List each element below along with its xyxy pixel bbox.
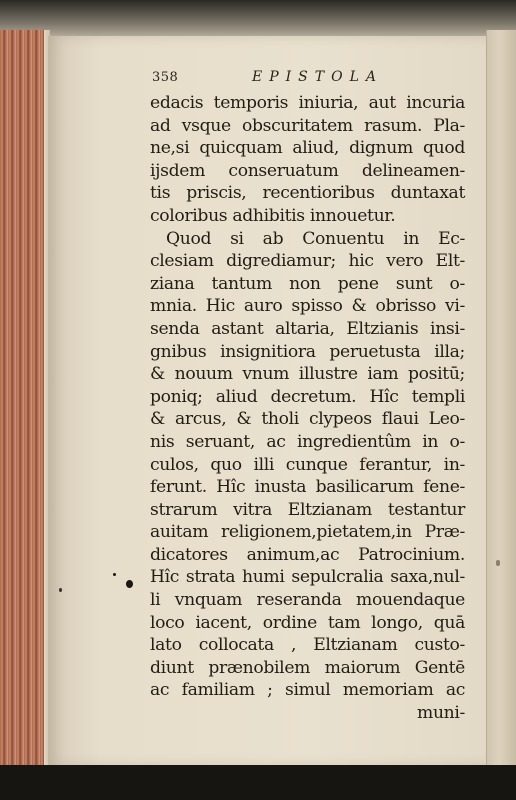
text-line: coloribus adhibitis innouetur. xyxy=(150,205,396,226)
text-line: tis priscis, recentioribus duntaxat xyxy=(150,183,465,204)
text-line: lato collocata , Eltzianam custo- xyxy=(150,635,465,656)
ink-spot xyxy=(113,573,116,576)
text-line: auitam religionem,pietatem,in Præ- xyxy=(150,522,465,543)
catchword: muni- xyxy=(417,703,465,724)
text-line: strarum vitra Eltzianam testantur xyxy=(150,499,465,520)
text-line: ziana tantum non pene sunt o- xyxy=(150,273,465,294)
text-line: edacis temporis iniuria, aut incuria xyxy=(150,93,465,113)
text-line: ad vsque obscuritatem rasum. Pla- xyxy=(150,115,465,136)
running-head xyxy=(152,70,462,90)
text-line: mnia. Hic auro spisso & obrisso vi- xyxy=(150,296,465,317)
page-mark xyxy=(496,560,500,566)
body-text xyxy=(150,92,465,725)
text-line: nis seruant, ac ingredientûm in o- xyxy=(150,431,465,452)
text-line: clesiam digrediamur; hic vero Elt- xyxy=(150,251,465,272)
text-line: poniq; aliud decretum. Hîc templi xyxy=(150,386,465,407)
text-line: culos, quo illi cunque ferantur, in- xyxy=(150,454,465,475)
ink-spot xyxy=(126,580,133,588)
text-line: gnibus insignitiora peruetusta illa; xyxy=(150,341,465,362)
text-line: diunt prænobilem maiorum Gentē xyxy=(150,657,465,678)
text-line: ne,si quicquam aliud, dignum quod xyxy=(150,138,465,159)
text-line: dicatores animum,ac Patrocinium. xyxy=(150,544,465,565)
ink-spot xyxy=(59,588,62,592)
text-line: loco iacent, ordine tam longo, quā xyxy=(150,612,465,633)
page-number: 358 xyxy=(152,70,179,85)
text-line: Quod si ab Conuentu in Ec- xyxy=(166,228,465,249)
text-line: & arcus, & tholi clypeos flaui Leo- xyxy=(150,409,465,430)
text-line: senda astant altaria, Eltzianis insi- xyxy=(150,318,465,339)
text-line: li vnquam reseranda mouendaque xyxy=(150,590,465,611)
scan-background-top xyxy=(0,0,516,38)
text-line: ac familiam ; simul memoriam ac xyxy=(150,680,465,701)
running-title: EPISTOLA xyxy=(252,69,383,85)
text-line: & nouum vnum illustre iam positū; xyxy=(150,364,465,385)
text-line: ijsdem conseruatum delineamen- xyxy=(150,160,465,181)
text-line: ferunt. Hîc inusta basilicarum fene- xyxy=(150,477,465,498)
book-page-edges-left xyxy=(0,30,50,765)
text-line: Hîc strata humi sepulcralia saxa,nul- xyxy=(150,567,465,588)
book-page-edges-right xyxy=(486,30,516,765)
scan-background-bottom xyxy=(0,765,516,800)
